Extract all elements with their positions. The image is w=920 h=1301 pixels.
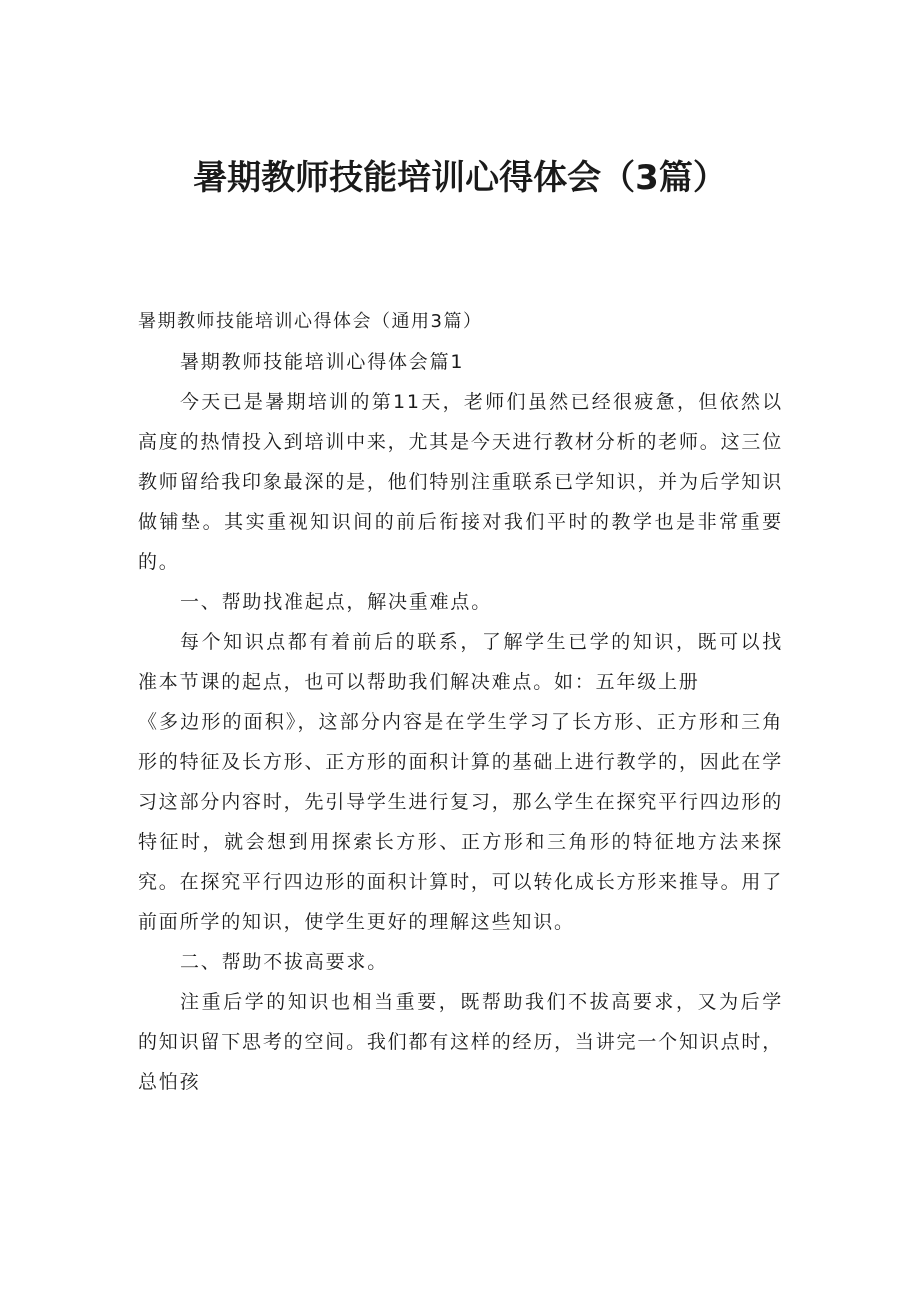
paragraph-intro: 今天已是暑期培训的第11天，老师们虽然已经很疲惫，但依然以高度的热情投入到培训中来，尤其是今天进行教材分析的老师。这三位教师留给我印象最深的是，他们特别注重联系已学知识，并为后学知识做铺垫。其实重视知识间的前后衔接对我们平时的教学也是非常重要的。: [138, 391, 783, 573]
document-body: [138, 342, 783, 1102]
paragraph-point-one-b: 《多边形的面积》，这部分内容是在学生学习了长方形、正方形和三角形的特征及长方形、正方形的面积计算的基础上进行教学的，因此在学习这部分内容时，先引导学生进行复习，那么学生在探究平行四边形的特征时，就会想到用探索长方形、正方形和三角形的特征地方法来探究。在探究平行四边形的面积计算时，可以转化成长方形来推导。用了前面所学的知识，使学生更好的理解这些知识。: [138, 711, 783, 933]
paragraph-point-two: 注重后学的知识也相当重要，既帮助我们不拔高要求，又为后学的知识留下思考的空间。我们都有这样的经历，当讲完一个知识点时，总怕孩: [138, 991, 783, 1093]
document-title: 暑期教师技能培训心得体会（3篇）: [193, 158, 727, 198]
point-one-heading: 一、帮助找准起点，解决重难点。: [180, 591, 493, 613]
document-subtitle: 暑期教师技能培训心得体会（通用3篇）: [138, 311, 483, 332]
section-heading-part-1: 暑期教师技能培训心得体会篇1: [180, 351, 465, 373]
paragraph-point-one-a: 每个知识点都有着前后的联系，了解学生已学的知识，既可以找准本节课的起点，也可以帮助我们解决难点。如：五年级上册: [138, 631, 783, 693]
point-two-heading: 二、帮助不拔高要求。: [180, 951, 389, 973]
